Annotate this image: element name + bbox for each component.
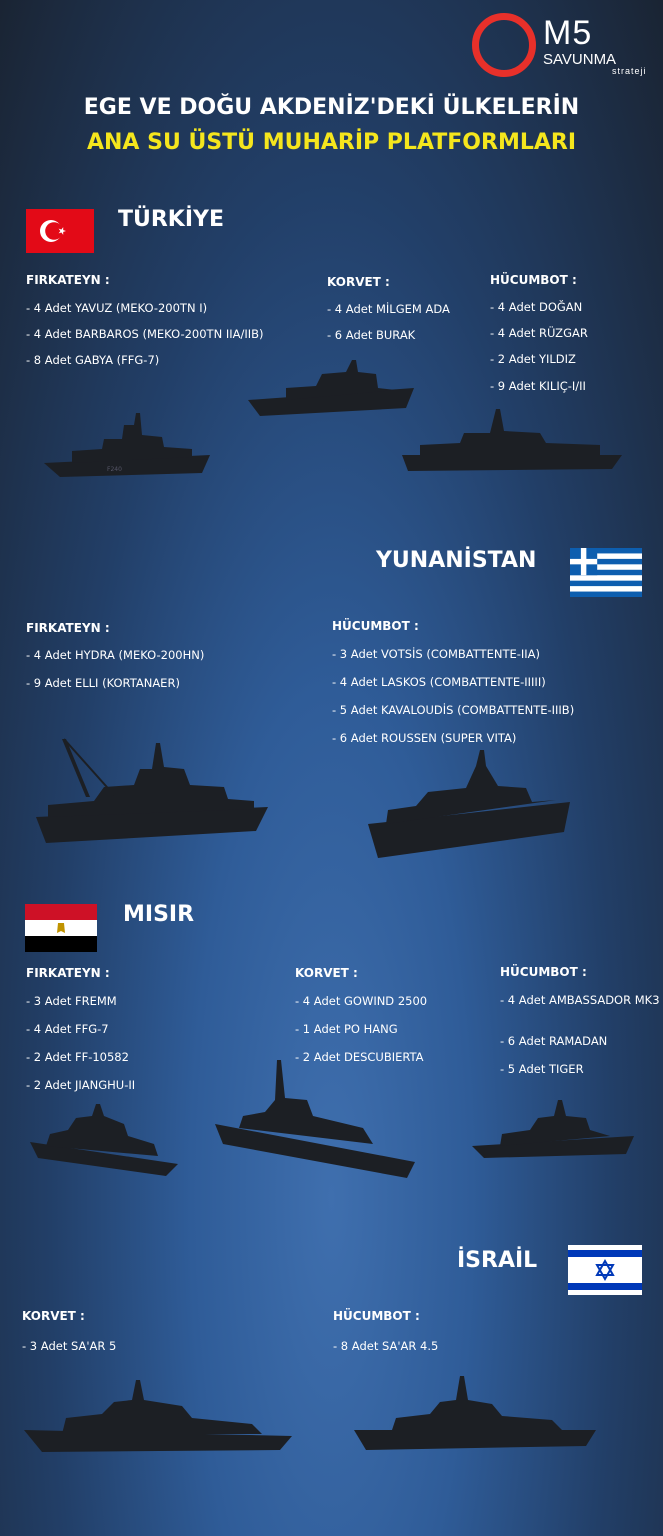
list-item: - 8 Adet SA'AR 4.5 (333, 1339, 439, 1353)
list-item: - 9 Adet KILIÇ-I/II (490, 379, 586, 393)
list-item: - 2 Adet YILDIZ (490, 352, 576, 366)
corvette-silhouette-icon (246, 358, 416, 428)
misir-hucumbot-label: HÜCUMBOT : (500, 965, 587, 979)
country-title-yunanistan: YUNANİSTAN (376, 548, 537, 573)
turkiye-korvet-label: KORVET : (327, 275, 390, 289)
attack-boat-silhouette-icon (366, 748, 572, 862)
misir-fırkateyn-label: FIRKATEYN : (26, 966, 110, 980)
yunanistan-hucumbot-label: HÜCUMBOT : (332, 619, 419, 633)
frigate-silhouette-icon (42, 405, 212, 485)
list-item: - 4 Adet HYDRA (MEKO-200HN) (26, 648, 205, 662)
list-item: - 4 Adet BARBAROS (MEKO-200TN IIA/IIB) (26, 327, 264, 341)
list-item: - 2 Adet FF-10582 (26, 1050, 129, 1064)
list-item: - 9 Adet ELLI (KORTANAER) (26, 676, 180, 690)
list-item: - 4 Adet RÜZGAR (490, 326, 588, 340)
country-title-turkiye: TÜRKİYE (118, 207, 225, 232)
brand-tagline: strateji (612, 66, 647, 76)
greece-flag (570, 548, 642, 597)
list-item: - 6 Adet BURAK (327, 328, 416, 342)
list-item: - 4 Adet LASKOS (COMBATTENTE-IIIII) (332, 675, 546, 689)
yunanistan-fırkateyn-label: FIRKATEYN : (26, 621, 110, 635)
list-item: - 4 Adet AMBASSADOR MK3 (500, 993, 660, 1007)
page-subtitle: ANA SU ÜSTÜ MUHARİP PLATFORMLARI (86, 130, 577, 155)
turkiye-fırkateyn-label: FIRKATEYN : (26, 273, 110, 287)
frigate-silhouette-icon (34, 735, 270, 850)
list-item: - 1 Adet PO HANG (295, 1022, 398, 1036)
egypt-flag (25, 904, 97, 952)
attack-boat-silhouette-icon (400, 405, 625, 477)
brand-subtitle: SAVUNMA (543, 51, 617, 68)
country-title-israil: İSRAİL (457, 1248, 538, 1273)
brand-name: M5 (543, 14, 593, 52)
brand-logo-ring (472, 13, 536, 77)
list-item: - 5 Adet KAVALOUDİS (COMBATTENTE-IIIB) (332, 703, 575, 717)
list-item: - 5 Adet TIGER (500, 1062, 584, 1076)
list-item: - 6 Adet ROUSSEN (SUPER VITA) (332, 731, 517, 745)
attack-boat-silhouette-icon (470, 1096, 636, 1162)
list-item: - 3 Adet SA'AR 5 (22, 1339, 117, 1353)
list-item: - 6 Adet RAMADAN (500, 1034, 608, 1048)
list-item: - 8 Adet GABYA (FFG-7) (26, 353, 160, 367)
corvette-silhouette-icon (22, 1378, 294, 1460)
israil-korvet-label: KORVET : (22, 1309, 85, 1323)
misir-korvet-label: KORVET : (295, 966, 358, 980)
attack-boat-silhouette-icon (352, 1372, 598, 1468)
list-item: - 2 Adet DESCUBIERTA (295, 1050, 424, 1064)
list-item: - 3 Adet FREMM (26, 994, 117, 1008)
turkiye-hucumbot-label: HÜCUMBOT : (490, 273, 577, 287)
corvette-silhouette-icon (213, 1058, 417, 1182)
page-title: EGE VE DOĞU AKDENİZ'DEKİ ÜLKELERİN (83, 95, 580, 120)
list-item: - 4 Adet YAVUZ (MEKO-200TN I) (26, 301, 208, 315)
frigate-silhouette-icon (28, 1100, 180, 1180)
list-item: - 4 Adet FFG-7 (26, 1022, 109, 1036)
israel-flag (568, 1245, 642, 1295)
list-item: - 4 Adet DOĞAN (490, 300, 583, 314)
country-title-misir: MISIR (123, 902, 195, 927)
list-item: - 4 Adet GOWIND 2500 (295, 994, 428, 1008)
turkey-flag (26, 209, 94, 253)
list-item: - 4 Adet MİLGEM ADA (327, 302, 450, 316)
israil-hucumbot-label: HÜCUMBOT : (333, 1309, 420, 1323)
list-item: - 3 Adet VOTSİS (COMBATTENTE-IIA) (332, 647, 541, 661)
list-item: - 2 Adet JIANGHU-II (26, 1078, 136, 1092)
svg-text:F240: F240 (107, 466, 122, 473)
